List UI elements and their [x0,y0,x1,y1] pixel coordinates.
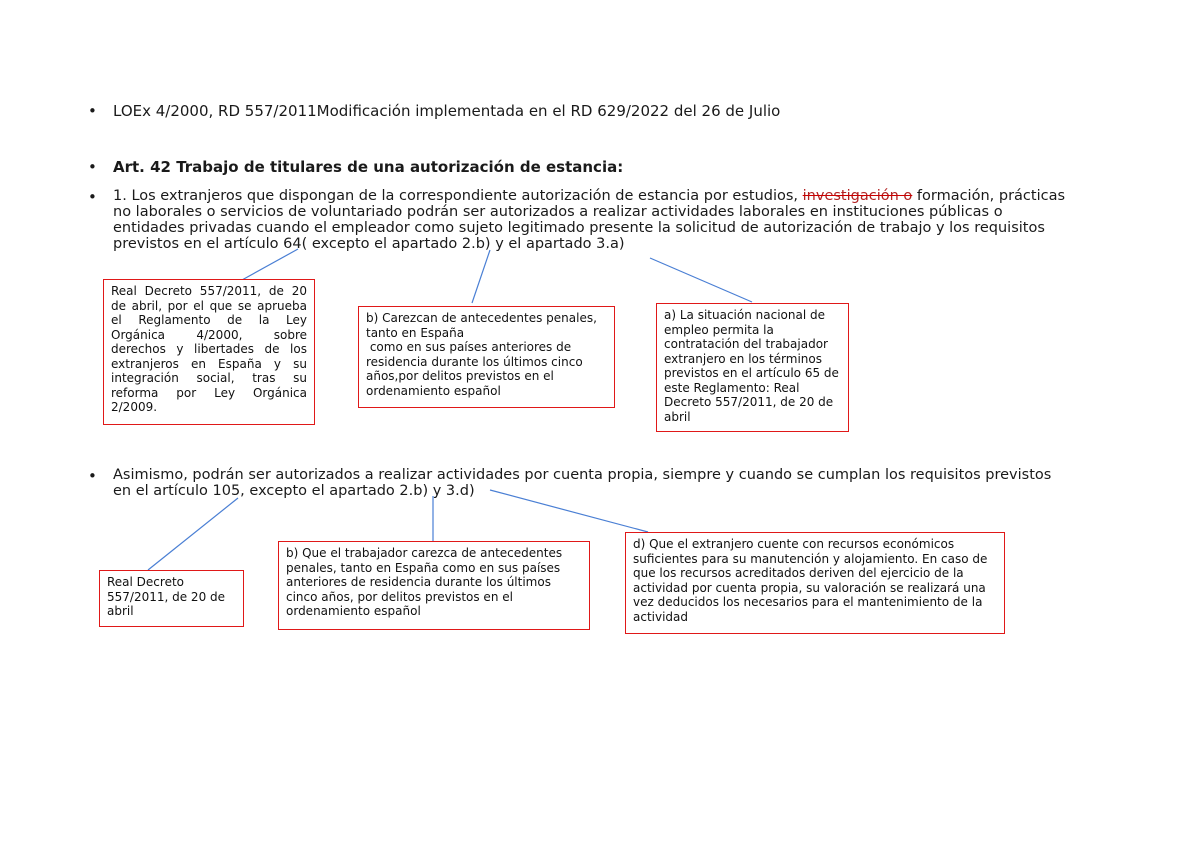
connector-box6 [490,490,648,532]
note-box-situacion-empleo: a) La situación nacional de empleo permita la contratación del trabajador extranjero en los términos previstos en el artículo 65 de este Reglamento: Real Decreto 557/2011, de 20 de abril [656,303,849,432]
note-box-antecedentes: b) Carezcan de antecedentes penales, tanto en España como en sus países anteriores de residencia durante los últimos cinco años,por delitos previstos en el ordenamiento español [358,306,615,408]
paragraph1-line4: previstos en el artículo 64( excepto el apartado 2.b) y el apartado 3.a) [113,236,625,252]
note-box-antecedentes-2: b) Que el trabajador carezca de antecedentes penales, tanto en España como en sus países anteriores de residencia durante los últimos cinco años, por delitos previstos en el ordenamiento español [278,541,590,630]
bullet: • [88,467,97,485]
heading-art42: Art. 42 Trabajo de titulares de una autorización de estancia: [113,158,624,176]
paragraph1-text: 1. Los extranjeros que dispongan de la correspondiente autorización de estancia por estudios, [113,188,803,204]
connector-box1 [242,249,298,280]
paragraph2-line1: Asimismo, podrán ser autorizados a realizar actividades por cuenta propia, siempre y cuando se cumplan los requisitos previstos [113,467,1052,483]
heading-loex: LOEx 4/2000, RD 557/2011Modificación implementada en el RD 629/2022 del 26 de Julio [113,102,781,120]
bullet: • [88,102,97,120]
connector-box2 [472,250,490,303]
bullet: • [88,158,97,176]
bullet: • [88,188,97,206]
paragraph2-line2: en el artículo 105, excepto el apartado 2.b) y 3.d) [113,483,475,499]
paragraph1-line3: entidades privadas cuando el empleador como sujeto legitimado presente la solicitud de autorización de trabajo y los requisitos [113,220,1045,236]
note-box-real-decreto: Real Decreto 557/2011, de 20 de abril, por el que se aprueba el Reglamento de la Ley Orgánica 4/2000, sobre derechos y libertades de los extranjeros en España y su integración social, tras su reforma por Ley Orgánica 2/2009. [103,279,315,425]
paragraph1-line2: no laborales o servicios de voluntariado podrán ser autorizados a realizar actividades laborales en instituciones públicas o [113,204,1003,220]
note-box-real-decreto-short: Real Decreto 557/2011, de 20 de abril [99,570,244,627]
connector-box4 [148,498,238,570]
note-box-recursos: d) Que el extranjero cuente con recursos económicos suficientes para su manutención y alojamiento. En caso de que los recursos acreditados deriven del ejercicio de la actividad por cuenta propia, su valoración se realizará una vez deducidos los necesarios para el mantenimiento de la actividad [625,532,1005,634]
connector-box3 [650,258,752,302]
paragraph1-text: formación, prácticas [912,188,1066,204]
struck-text: investigación o [802,188,913,204]
paragraph1-line1 [113,188,1065,204]
